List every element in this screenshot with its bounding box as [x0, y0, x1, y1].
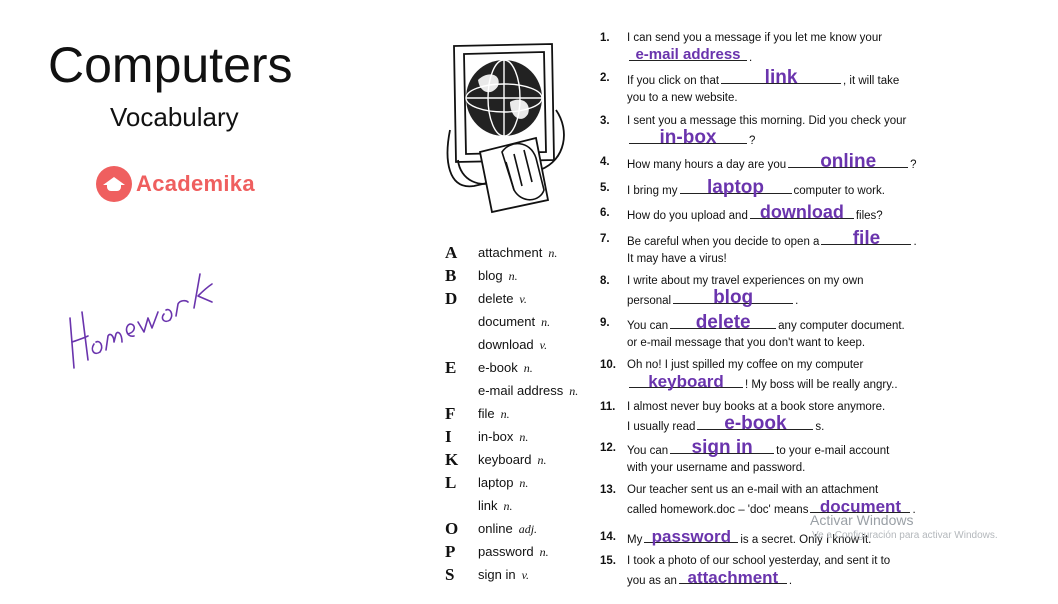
vocab-word: link	[478, 498, 498, 513]
answer-text: file	[852, 228, 881, 249]
answer-blank[interactable]	[721, 67, 841, 88]
vocab-letter: I	[445, 427, 452, 446]
question-number: 10.	[600, 359, 616, 371]
question-number: 5.	[600, 182, 610, 194]
question-text	[627, 30, 882, 67]
question-line-2	[627, 335, 905, 352]
vocab-word-group	[478, 245, 557, 261]
question-item	[600, 312, 960, 351]
question-number: 3.	[600, 115, 610, 127]
vocab-word-group	[478, 521, 537, 537]
question-number: 9.	[600, 317, 610, 329]
question-text	[627, 177, 885, 200]
vocab-letter: B	[445, 266, 457, 285]
question-number: 6.	[600, 207, 610, 219]
answer-blank[interactable]	[629, 372, 743, 391]
question-item	[600, 273, 960, 309]
question-text-before: I can send you a message if you let me know your	[627, 32, 883, 44]
question-line-1	[627, 151, 917, 174]
vocab-letter: P	[445, 542, 456, 561]
windows-activation-subtitle: Ve a Configuración para activar Windows.	[812, 530, 998, 541]
question-line-2	[627, 287, 864, 310]
vocab-part-of-speech: n.	[539, 545, 549, 559]
question-number: 12.	[600, 442, 616, 454]
question-text-after: any computer document.	[778, 320, 905, 332]
question-text-before: you as an	[627, 575, 677, 587]
question-text-before: You can	[627, 445, 669, 457]
question-line-2	[627, 460, 889, 477]
question-text-before: or e-mail message that you don't want to keep.	[627, 337, 866, 349]
question-item	[600, 30, 960, 66]
answer-text: blog	[713, 287, 754, 308]
question-text-after: .	[795, 295, 799, 307]
question-number: 1.	[600, 32, 610, 44]
question-text-after: ?	[749, 135, 756, 147]
vocab-letter: O	[445, 519, 459, 538]
answer-blank[interactable]	[680, 177, 792, 198]
question-text-before: You can	[627, 320, 669, 332]
vocab-word-group	[478, 475, 528, 491]
question-line-1	[627, 67, 900, 90]
answer-blank[interactable]	[679, 568, 787, 587]
vocab-part-of-speech: n.	[519, 476, 529, 490]
vocab-part-of-speech: n.	[523, 361, 533, 375]
question-text-before: you to a new website.	[627, 92, 738, 104]
vocab-word: attachment	[478, 245, 543, 260]
answer-blank[interactable]	[750, 202, 854, 222]
question-line-2	[627, 127, 906, 150]
question-text-after: .	[912, 504, 916, 516]
vocab-letter: S	[445, 565, 455, 584]
question-text-before: I almost never buy books at a book store anymore.	[627, 401, 886, 413]
vocab-part-of-speech: n.	[548, 246, 558, 260]
question-text-after: ?	[910, 159, 917, 171]
question-text-before: My	[627, 534, 643, 546]
vocab-word-group	[478, 452, 546, 468]
question-number: 8.	[600, 275, 610, 287]
question-text-after: computer to work.	[793, 185, 885, 197]
question-line-1	[627, 312, 905, 335]
question-number: 4.	[600, 156, 610, 168]
vocab-word-group	[478, 383, 578, 399]
vocab-word: online	[478, 521, 513, 536]
question-number: 11.	[600, 401, 616, 413]
vocab-word: e-book	[478, 360, 518, 375]
question-text	[627, 553, 890, 590]
vocab-word: in-box	[478, 429, 514, 444]
answer-blank[interactable]	[673, 287, 793, 308]
question-text-after: is a secret. Only I know it.	[740, 534, 872, 546]
answer-blank[interactable]	[670, 437, 774, 458]
answer-text: in-box	[659, 127, 717, 148]
vocab-word: sign in	[478, 567, 516, 582]
answer-blank[interactable]	[810, 497, 910, 516]
vocab-part-of-speech: n.	[537, 453, 547, 467]
question-text-after: s.	[815, 421, 825, 433]
vocab-part-of-speech: adj.	[518, 522, 538, 536]
vocab-word: delete	[478, 291, 514, 306]
vocab-word-group	[478, 429, 528, 445]
question-text-before: I bring my	[627, 185, 678, 197]
vocab-word: laptop	[478, 475, 514, 490]
question-text-before: with your username and password.	[627, 462, 806, 474]
vocab-part-of-speech: n.	[500, 407, 510, 421]
vocab-word-group	[478, 498, 513, 514]
question-text-after: , it will take	[843, 75, 900, 87]
vocab-part-of-speech: n.	[541, 315, 551, 329]
question-text-after: .	[788, 575, 793, 587]
answer-blank[interactable]	[788, 151, 908, 172]
question-number: 15.	[600, 555, 616, 567]
vocab-letter: D	[445, 289, 458, 308]
question-text-before: Be careful when you decide to open a	[627, 236, 820, 248]
vocab-word-group	[478, 360, 533, 376]
question-line-2	[627, 374, 898, 394]
vocab-letter: F	[445, 404, 456, 423]
question-line-1	[627, 202, 883, 225]
vocab-part-of-speech: v.	[539, 338, 548, 352]
vocab-word: file	[478, 406, 495, 421]
question-number: 2.	[600, 72, 610, 84]
question-text	[627, 67, 900, 107]
vocab-word: document	[478, 314, 536, 329]
answer-text: keyboard	[648, 372, 724, 391]
question-text-after: ! My boss will be really angry..	[745, 379, 898, 391]
question-text-before: How many hours a day are you	[627, 159, 787, 171]
vocab-word-group	[478, 314, 550, 330]
answer-blank[interactable]	[629, 127, 747, 148]
answer-blank[interactable]	[629, 47, 747, 61]
question-item	[600, 553, 960, 589]
answer-text: e-mail address	[635, 46, 741, 63]
question-line-2	[627, 47, 882, 67]
answer-text: laptop	[707, 177, 764, 198]
vocab-word-group	[478, 268, 518, 284]
question-text-before: It may have a virus!	[627, 253, 727, 265]
vocab-part-of-speech: n.	[508, 269, 518, 283]
question-item	[600, 228, 960, 267]
answer-blank[interactable]	[644, 527, 738, 546]
vocab-part-of-speech: n.	[519, 430, 529, 444]
vocab-word: download	[478, 337, 534, 352]
question-item	[600, 399, 960, 435]
vocab-word-group	[478, 544, 549, 560]
answer-blank[interactable]	[697, 413, 813, 434]
question-text-before: Oh no! I just spilled my coffee on my computer	[627, 359, 864, 371]
question-text-after: to your e-mail account	[776, 445, 890, 457]
vocab-word-group	[478, 337, 547, 353]
vocab-letter: K	[445, 450, 459, 469]
question-text-before: Our teacher sent us an e-mail with an attachment	[627, 484, 879, 496]
vocab-word-group	[478, 406, 510, 422]
question-text	[627, 202, 883, 225]
vocab-word: keyboard	[478, 452, 532, 467]
question-text	[627, 151, 917, 174]
question-text	[627, 357, 898, 394]
computer-globe-hand-icon	[440, 40, 575, 220]
vocab-letter: A	[445, 243, 458, 262]
question-number: 7.	[600, 233, 610, 245]
question-number: 13.	[600, 484, 616, 496]
vocab-word-group	[478, 291, 527, 307]
answer-text: password	[651, 527, 732, 546]
answer-text: online	[820, 151, 877, 172]
academika-logo	[96, 166, 255, 202]
answer-text: e-book	[724, 413, 787, 434]
vocab-letter: E	[445, 358, 457, 377]
vocab-word: e-mail address	[478, 383, 564, 398]
question-item	[600, 437, 960, 476]
graduation-cap-icon	[96, 166, 132, 202]
question-line-2	[627, 90, 899, 107]
answer-text: link	[764, 67, 798, 88]
question-text	[627, 273, 864, 310]
answer-text: download	[759, 202, 844, 222]
answer-text: attachment	[687, 568, 779, 587]
page-subtitle: Vocabulary	[110, 102, 239, 132]
vocab-letter: L	[445, 473, 457, 492]
question-text-after: .	[913, 236, 917, 248]
question-text	[627, 228, 917, 268]
vocab-part-of-speech: v.	[521, 568, 530, 582]
question-item	[600, 357, 960, 393]
question-line-1	[627, 177, 885, 200]
question-text	[627, 437, 890, 477]
answer-text: sign in	[691, 437, 753, 458]
homework-handwriting	[64, 260, 254, 380]
windows-activation-title: Activar Windows	[810, 512, 914, 528]
question-text-before: I took a photo of our school yesterday, and sent it to	[627, 555, 891, 567]
question-text	[627, 113, 906, 150]
question-line-2	[627, 413, 885, 436]
question-text-after: .	[749, 52, 753, 64]
question-line-2	[627, 251, 917, 268]
question-text-before: I usually read	[627, 421, 696, 433]
question-text-before: I sent you a message this morning. Did you check your	[627, 115, 907, 127]
question-text-before: I write about my travel experiences on my own	[627, 275, 864, 287]
question-number: 14.	[600, 531, 616, 543]
logo-text: Academika	[136, 171, 255, 196]
vocab-word-group	[478, 567, 529, 583]
question-text	[627, 312, 905, 352]
page-title: Computers	[48, 37, 293, 93]
question-text-before: called homework.doc – 'doc' means	[627, 504, 809, 516]
vocab-part-of-speech: n.	[569, 384, 579, 398]
question-line-2	[627, 570, 890, 590]
answer-blank[interactable]	[670, 312, 776, 333]
question-text-before: personal	[627, 295, 672, 307]
vocab-word: password	[478, 544, 534, 559]
question-item	[600, 113, 960, 149]
question-line-1	[627, 437, 890, 460]
question-text-before: If you click on that	[627, 75, 720, 87]
question-line-1	[627, 228, 917, 251]
vocab-word: blog	[478, 268, 503, 283]
answer-text: document	[819, 497, 902, 516]
question-text	[627, 399, 885, 436]
question-item	[600, 67, 960, 106]
answer-blank[interactable]	[821, 228, 911, 249]
answer-text: delete	[695, 312, 751, 333]
vocab-part-of-speech: v.	[519, 292, 527, 306]
vocab-part-of-speech: n.	[503, 499, 513, 513]
question-text-before: How do you upload and	[627, 210, 748, 222]
svg-text:Homework: Homework	[64, 260, 69, 261]
question-line-1	[627, 30, 882, 47]
question-text-after: files?	[855, 210, 883, 222]
